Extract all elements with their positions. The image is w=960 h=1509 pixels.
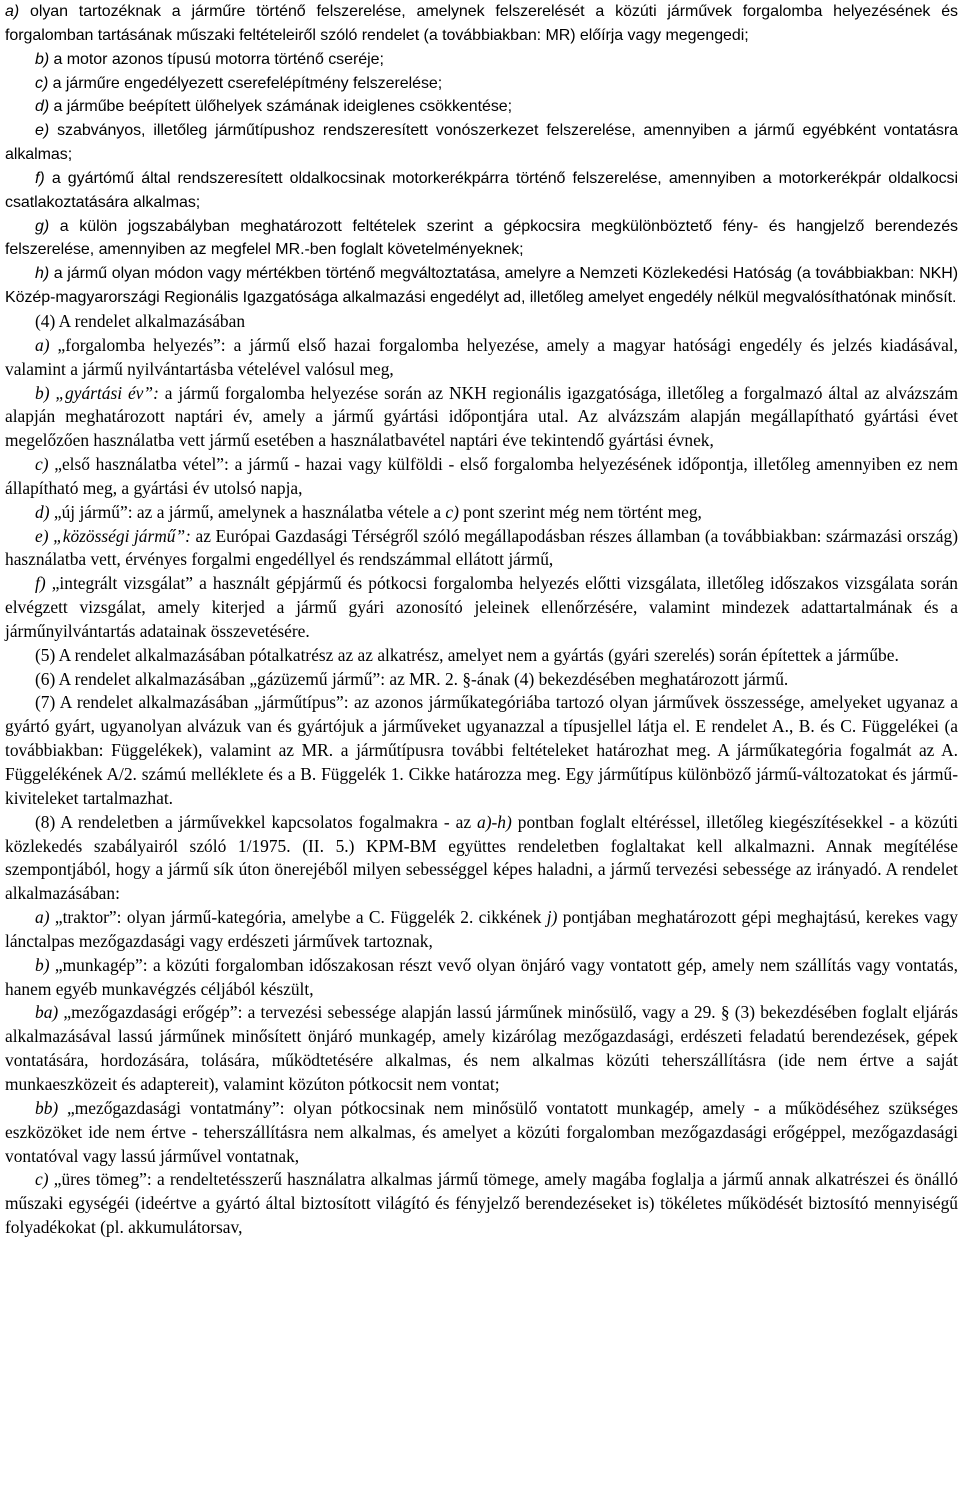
text-run: (4) A rendelet alkalmazásában	[35, 310, 246, 331]
italic-text-run: f)	[35, 169, 45, 187]
text-run: „forgalomba helyezés”: a jármű első hazai forgalomba helyezése, amely a magyar hatósági engedély és jelzés kiadásával, valamint a jármű nyilvántartásba vételével valósul meg,	[5, 334, 958, 379]
paragraph	[5, 954, 958, 1002]
text-run: „mezőgazdasági vontatmány”: olyan pótkocsinak nem minősülő vontatott munkagép, amely - a működéséhez szükséges eszközöket ide nem értve - teherszállításra nem alkalmas, és amelyet a közúti forgalomban mezőgazdasági erőgéppel, mezőgazdasági vontatóval vagy lassú járművel vontatnak,	[5, 1097, 958, 1166]
paragraph	[5, 0, 958, 48]
text-run: „mezőgazdasági erőgép”: a tervezési sebessége alapján lassú járműnek minősülő, vagy a 29. § (3) bekezdésében foglalt eljárás alkalmazásával lassú járműnek minősített önjáró munkagép, amely kizárólag mezőgazdasági, erdészeti feladatú berendezések, gépek vontatására, hordozására, tolására, működtetésére alkalmas, és nem alkalmas közúti teherszállításra (ide nem értve a saját munkaeszközeit és adaptereit), valamint közúton pótkocsit nem vontat;	[5, 1002, 958, 1094]
text-run: a járműre engedélyezett cserefelépítmény felszerelése;	[48, 74, 443, 92]
paragraph	[5, 95, 958, 119]
text-run: a jármű forgalomba helyezése során az NKH regionális igazgatósága, illetőleg a forgalmazó által az alvázszám alapján meghatározott naptári év, amely a jármű gyártási időpontjára utal. Az alvázszám alapján megállapítható gyártási évet megelőzően használatba vett jármű esetében a használatbavétel naptári éve tekintendő gyártási évnek,	[5, 382, 958, 451]
italic-text-run: a)-h)	[477, 811, 512, 832]
text-run: pont szerint még nem történt meg,	[458, 501, 702, 522]
paragraph	[5, 572, 958, 644]
text-run: olyan tartozéknak a járműre történő felszerelése, amelynek felszerelését a közúti járművek forgalomba helyezésének és forgalomban tartásának műszaki feltételeiről szóló rendelet (a továbbiakban: MR) előírja vagy megengedi;	[5, 3, 958, 44]
paragraph	[5, 525, 958, 573]
paragraph	[5, 167, 958, 215]
paragraph	[5, 310, 958, 334]
italic-text-run: a)	[35, 334, 50, 355]
text-run: a járműbe beépített ülőhelyek számának ideiglenes csökkentése;	[49, 98, 513, 116]
text-run: „üres tömeg”: a rendeltetésszerű használatra alkalmas jármű tömege, amely magába foglalja a jármű annak alkatrészei és önálló műszaki egységéi (ideértve a gyártó által biztosított világító és fényjelző berendezéseket is) tökéletes működését biztosító mennyiségű folyadékokat (pl. akkumulátorsav,	[5, 1169, 958, 1238]
text-run: (5) A rendelet alkalmazásában pótalkatrész az az alkatrész, amelyet nem a gyártás (gyári szerelés) során építettek a járműbe.	[35, 644, 899, 665]
text-run: a külön jogszabályban meghatározott feltételek szerint a gépkocsira megkülönböztető fény- és hangjelző berendezés felszerelése, amennyiben az megfelel MR.-ben foglalt követelményeknek;	[5, 217, 958, 259]
italic-text-run: c)	[35, 454, 49, 475]
paragraph	[5, 1001, 958, 1096]
italic-text-run: b) „gyártási év”:	[35, 382, 159, 403]
paragraph	[5, 668, 958, 692]
italic-text-run: b)	[35, 954, 50, 975]
italic-text-run: a)	[5, 3, 20, 20]
paragraph	[5, 644, 958, 668]
italic-text-run: g)	[35, 217, 50, 235]
italic-text-run: b)	[35, 50, 50, 68]
text-run: „első használatba vétel”: a jármű - hazai vagy külföldi - első forgalomba helyezésének időpontja, illetőleg amennyiben ez nem állapítható meg, a gyártási év utolsó napja,	[5, 454, 958, 498]
paragraph	[5, 1097, 958, 1169]
paragraph	[5, 382, 958, 454]
paragraph	[5, 691, 958, 810]
paragraph	[5, 119, 958, 167]
italic-text-run: c)	[445, 501, 459, 522]
italic-text-run: c)	[35, 74, 49, 92]
italic-text-run: d)	[35, 98, 50, 116]
paragraph	[5, 334, 958, 382]
paragraph	[5, 215, 958, 263]
text-run: „integrált vizsgálat” a használt gépjármű és pótkocsi forgalomba helyezés előtti vizsgálata, illetőleg időszakos vizsgálata során elvégzett vizsgálat, amely kiterjed a jármű gyári azonosító jeleinek ellenőrzésére, valamint mindezek adattartalmának és a járműnyilvántartás adatainak összevetésére.	[5, 573, 958, 641]
text-run: (6) A rendelet alkalmazásában „gázüzemű jármű”: az MR. 2. §-ának (4) bekezdésében meghatározott jármű.	[35, 668, 789, 689]
text-run: (7) A rendelet alkalmazásában „járműtípus”: az azonos járműkategóriába tartozó olyan járművek összessége, amelyeket ugyanaz a gyártó gyárt, ugyanolyan alvázuk van és gyártójuk a járműveket ugyanazzal a típusjellel látja el. E rendelet A., B. és C. Függelékei (a továbbiakban: Függelékek), valamint az MR. a járműtípusra további feltételeket határozhat meg. A járműkategória fogalmát az A. Függelékének A/2. számú melléklete és a B. Függelék 1. Cikke határozza meg. Egy járműtípus különböző jármű-változatokat és jármű-kiviteleket tartalmazhat.	[5, 692, 958, 808]
paragraph	[5, 501, 958, 525]
text-run: a motor azonos típusú motorra történő cseréje;	[49, 50, 384, 68]
paragraph	[5, 453, 958, 501]
text-run: a gyártómű által rendszeresített oldalkocsinak motorkerékpárra történő felszerelése, amennyiben a motorkerékpár oldalkocsi csatlakoztatására alkalmas;	[5, 169, 958, 211]
paragraph	[5, 811, 958, 906]
text-run: (8) A rendeletben a járművekkel kapcsolatos fogalmakra - az	[35, 811, 478, 832]
italic-text-run: a)	[35, 907, 50, 928]
italic-text-run: e) „közösségi jármű”:	[35, 525, 191, 546]
paragraph	[5, 262, 958, 310]
text-run: pontjában meghatározott gépi meghajtású, kerekes vagy lánctalpas mezőgazdasági vagy erdészeti járművek tartoznak,	[5, 907, 958, 951]
paragraph	[5, 906, 958, 954]
italic-text-run: h)	[35, 265, 50, 283]
italic-text-run: ba)	[35, 1002, 59, 1023]
italic-text-run: e)	[35, 122, 50, 140]
italic-text-run: c)	[35, 1169, 49, 1190]
text-run: az Európai Gazdasági Térségről szóló megállapodásban részes államban (a továbbiakban: származási ország) használatba vett, érvényes forgalmi engedéllyel és rendszámmal ellátott jármű,	[5, 525, 958, 570]
paragraph	[5, 48, 958, 72]
italic-text-run: d)	[35, 501, 50, 522]
italic-text-run: bb)	[35, 1097, 59, 1118]
italic-text-run: f)	[35, 573, 46, 594]
text-run: „munkagép”: a közúti forgalomban időszakosan részt vevő olyan önjáró vagy vontatott gép, amely nem szállítás vagy vontatás, hanem egyéb munkavégzés céljából készült,	[5, 954, 958, 999]
text-run: pontban foglalt eltéréssel, illetőleg kiegészítésekkel - a közúti közlekedés szabályairól szóló 1/1975. (II. 5.) KPM-BM együttes rendeletben foglaltakat kell alkalmazni. Annak megítélése szempontjából, hogy a jármű sík úton önerejéből milyen sebességgel képes haladni, a jármű tervezési sebessége az irányadó. A rendelet alkalmazásában:	[5, 811, 959, 904]
paragraph	[5, 1168, 958, 1240]
italic-text-run: j)	[546, 907, 558, 928]
text-run: szabványos, illetőleg járműtípushoz rendszeresített vonószerkezet felszerelése, amennyiben a jármű egyébként vontatásra alkalmas;	[5, 122, 958, 164]
paragraph	[5, 72, 958, 96]
text-run: „traktor”: olyan jármű-kategória, amelybe a C. Függelék 2. cikkének	[49, 907, 547, 928]
text-run: „új jármű”: az a jármű, amelynek a használatba vétele a	[49, 501, 446, 522]
text-run: a jármű olyan módon vagy mértékben történő megváltoztatása, amelyre a Nemzeti Közlekedési Hatóság (a továbbiakban: NKH) Közép-magyarországi Regionális Igazgatósága alkalmazási engedélyt ad, illetőleg amelyet engedély nélkül megvalósíthatónak minősít.	[5, 265, 958, 307]
